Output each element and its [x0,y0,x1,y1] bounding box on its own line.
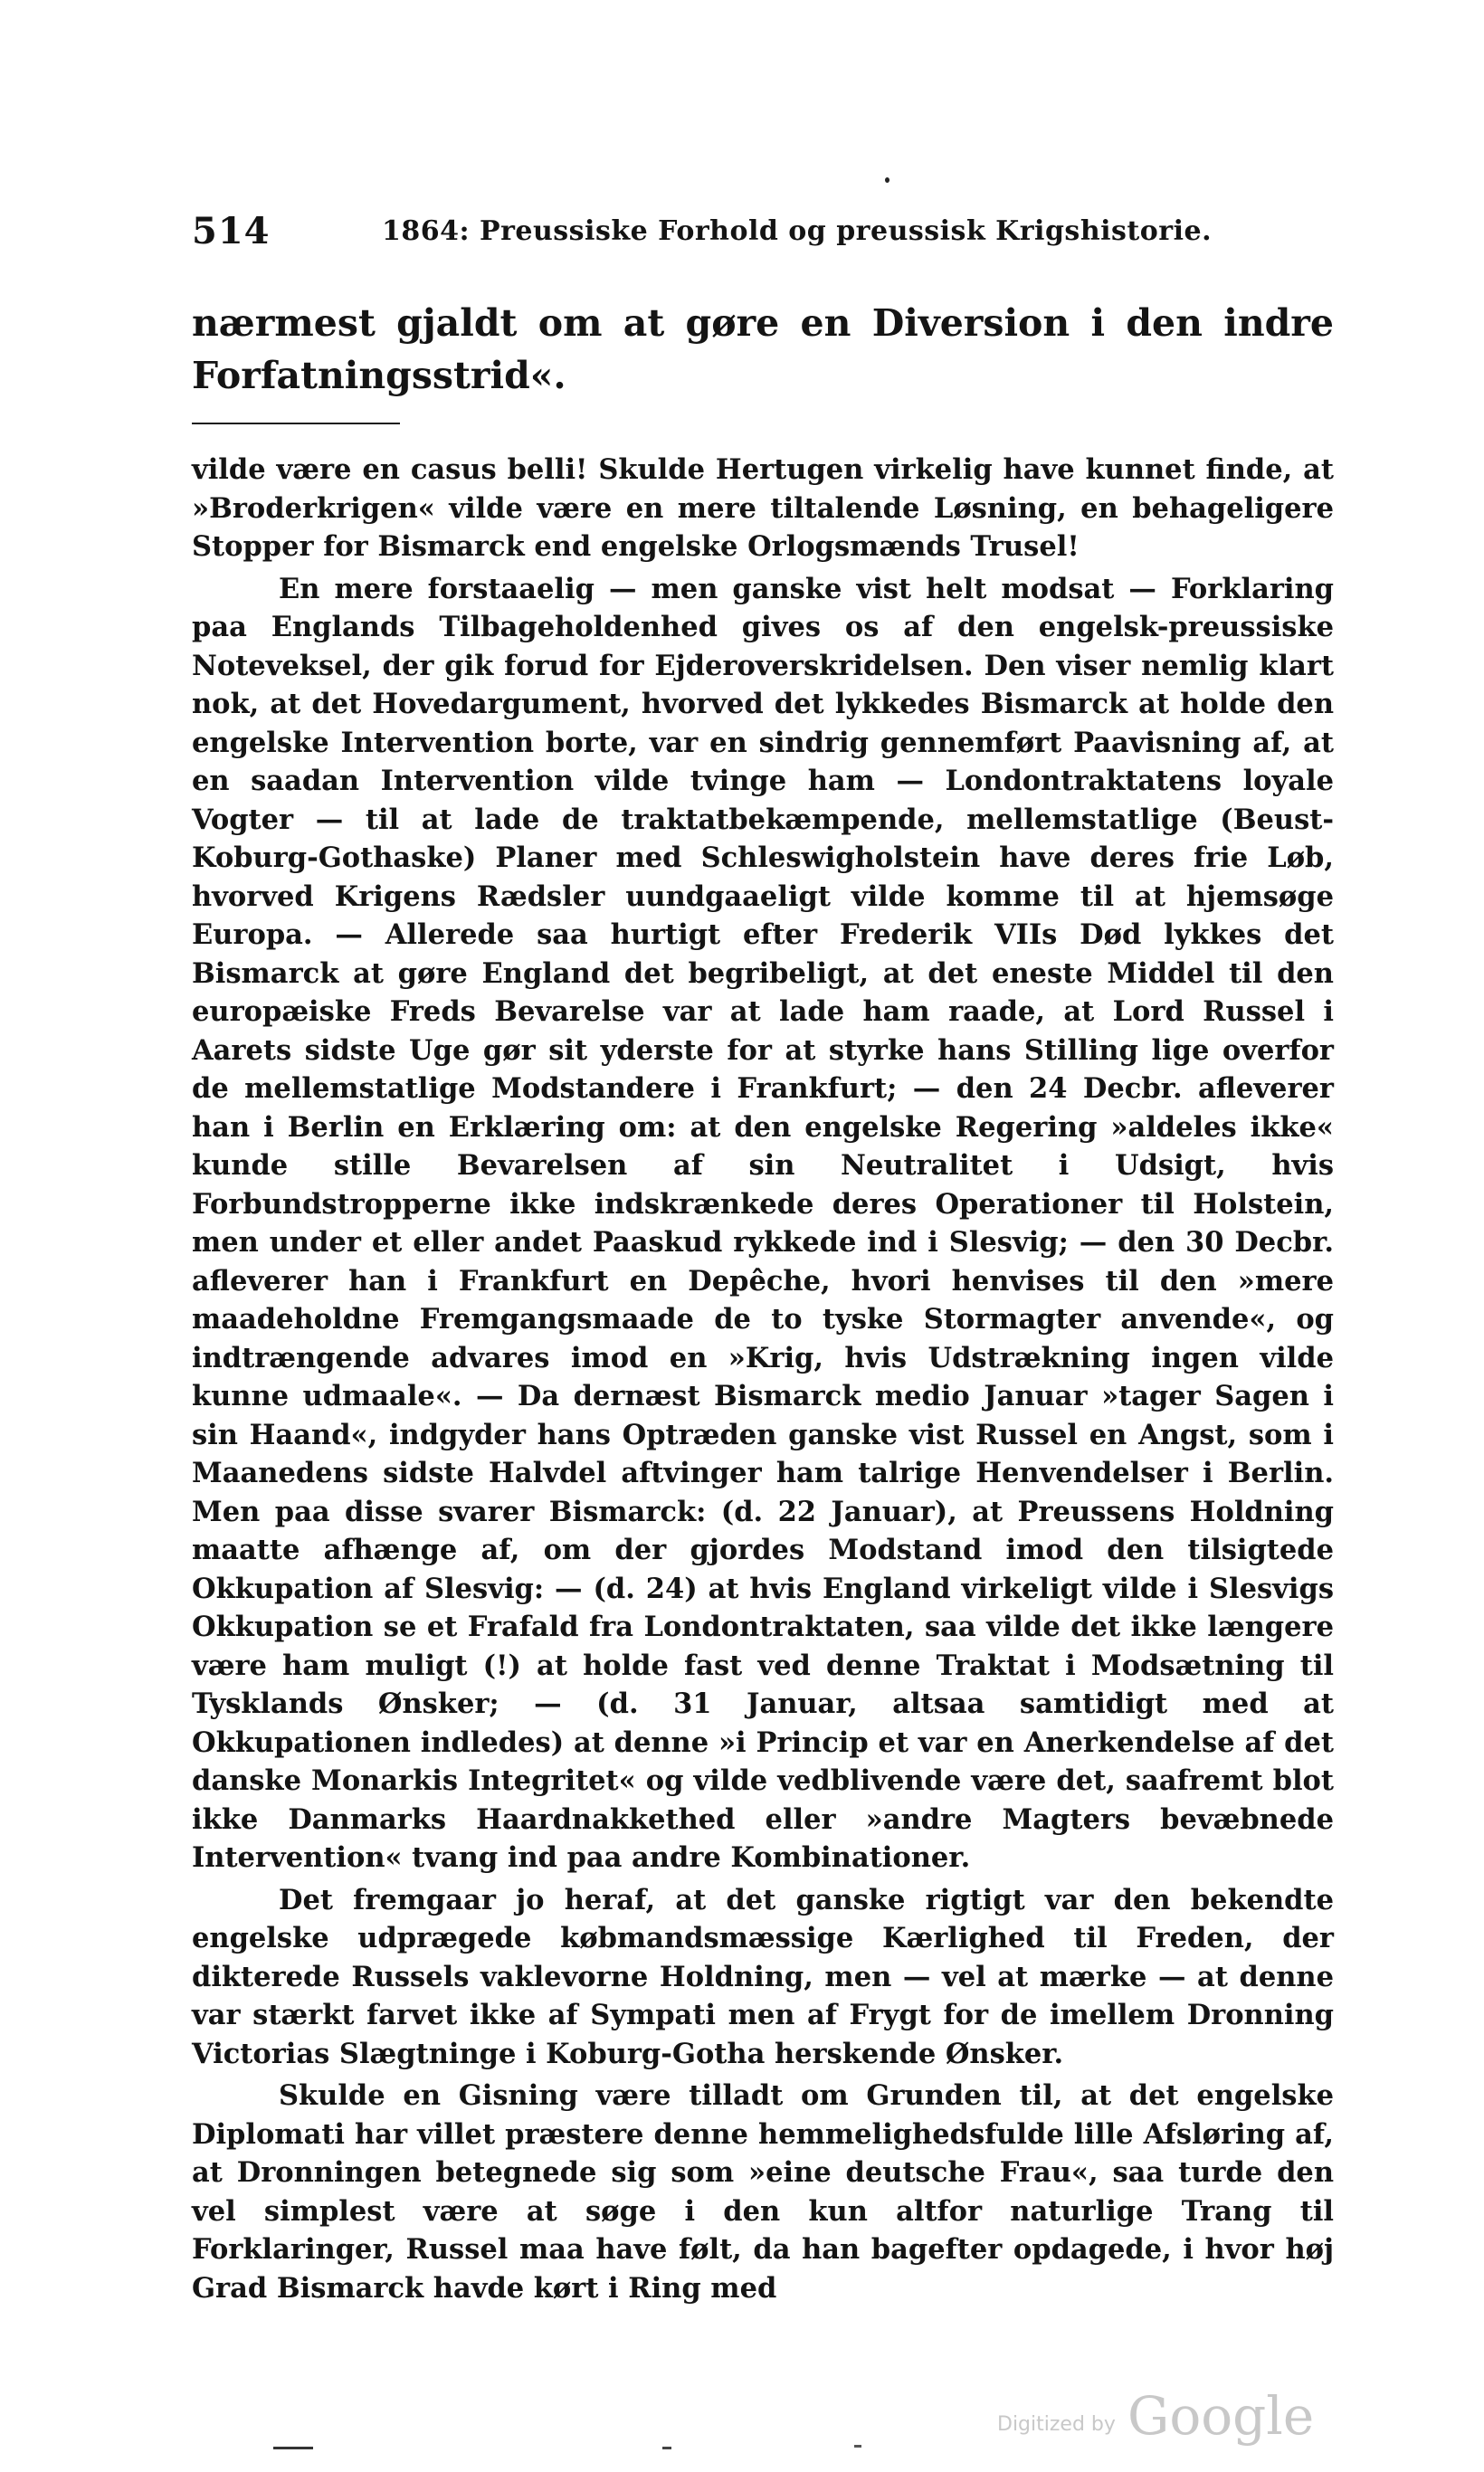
digitized-by-label: Digitized by [997,2413,1116,2436]
google-logo: Google [1127,2385,1315,2447]
page-header [192,210,1332,264]
footnote-section [192,451,1334,2307]
scan-mark [273,2447,313,2449]
page-number: 514 [192,210,271,252]
running-title: 1864: Preussiske Forhold og preussisk Krigshistorie. [382,215,1213,247]
footnote-paragraph: vilde være en casus belli! Skulde Hertugen virkelig have kunnet finde, at »Broderkrigen« vilde være en mere tiltalende Løsning, en behageligere Stopper for Bismarck end engelske Orlogsmænds Trusel! [192,453,1334,563]
footnote-paragraph: En mere forstaaelig — men ganske vist helt modsat — Forklaring paa Englands Tilbageholdenhed gives os af den engelsk-preussiske Noteveksel, der gik forud for Ejderoverskridelsen. Den viser nemlig klart nok, at det Hovedargument, hvorved det lykkedes Bismarck at holde den engelske Intervention borte, var en sindrig gennemført Paavisning af, at en saadan Intervention vilde tvinge ham — Londontraktatens loyale Vogter — til at lade de traktatbekæmpende, mellemstatlige (Beust-Koburg-Gothaske) Planer med Schleswigholstein have deres frie Løb, hvorved Krigens Rædsler uundgaaeligt vilde komme til at hjemsøge Europa. — Allerede saa hurtigt efter Frederik VIIs Død lykkes det Bismarck at gøre England det begribeligt, at det eneste Middel til den europæiske Freds Bevarelse var at lade ham raade, at Lord Russel i Aarets sidste Uge gør sit yderste for at styrke hans Stilling lige overfor de mellemstatlige Modstandere i Frankfurt; — den 24 Decbr. afleverer han i Berlin en Erklæring om: at den engelske Regering »aldeles ikke« kunde stille Bevarelsen af sin Neutralitet i Udsigt, hvis Forbundstropperne ikke indskrænkede deres Operationer til Holstein, men under et eller andet Paaskud rykkede ind i Slesvig; — den 30 Decbr. afleverer han i Frankfurt en Depêche, hvori henvises til den »mere maadeholdne Fremgangsmaade de to tyske Stormagter anvende«, og indtrængende advares imod en »Krig, hvis Udstrækning ingen vilde kunne udmaale«. — Da dernæst Bismarck medio Januar »tager Sagen i sin Haand«, indgyder hans Optræden ganske vist Russel en Angst, som i Maanedens sidste Halvdel aftvinger ham talrige Henvendelser i Berlin. Men paa disse svarer Bismarck: (d. 22 Januar), at Preussens Holdning maatte afhænge af, om der gjordes Modstand imod den tilsigtede Okkupation af Slesvig: — (d. 24) at hvis England virkeligt vilde i Slesvigs Okkupation se et Frafald fra Londontraktaten, saa vilde det ikke længere være ham muligt (!) at holde fast ved denne Traktat i Modsætning til Tysklands Ønsker; — (d. 31 Januar, altsaa samtidigt med at Okkupationen indledes) at denne »i Princip et var en Anerkendelse af det danske Monarkis Integritet« og vilde vedblivende være det, saafremt blot ikke Danmarks Haardnakkethed eller »andre Magters bevæbnede Intervention« tvang ind paa andre Kombinationer. [192,572,1334,1874]
scan-mark [854,2445,861,2448]
footnote-paragraph: Det fremgaar jo heraf, at det ganske rigtigt var den bekendte engelske udprægede købmandsmæssige Kærlighed til Freden, der dikterede Russels vaklevorne Holdning, men — vel at mærke — at denne var stærkt farvet ikke af Sympati men af Frygt for de imellem Dronning Victorias Slægtninge i Koburg-Gotha herskende Ønsker. [192,1883,1334,2070]
digitized-watermark [997,2385,1314,2447]
scan-speck [885,177,889,183]
footnote-divider [192,423,400,424]
carryover-text: nærmest gjaldt om at gøre en Diversion i den indre Forfatningsstrid«. [192,301,1334,397]
footnote-paragraph: Skulde en Gisning være tilladt om Grunden til, at det engelske Diplomati har villet præstere denne hemmelighedsfulde lille Afsløring af, at Dronningen betegnede sig som »eine deutsche Frau«, saa turde den vel simplest være at søge i den kun altfor naturlige Trang til Forklaringer, Russel maa have følt, da han bagefter opdagede, i hvor høj Grad Bismarck havde kørt i Ring med [192,2079,1334,2305]
scan-mark [662,2447,671,2449]
